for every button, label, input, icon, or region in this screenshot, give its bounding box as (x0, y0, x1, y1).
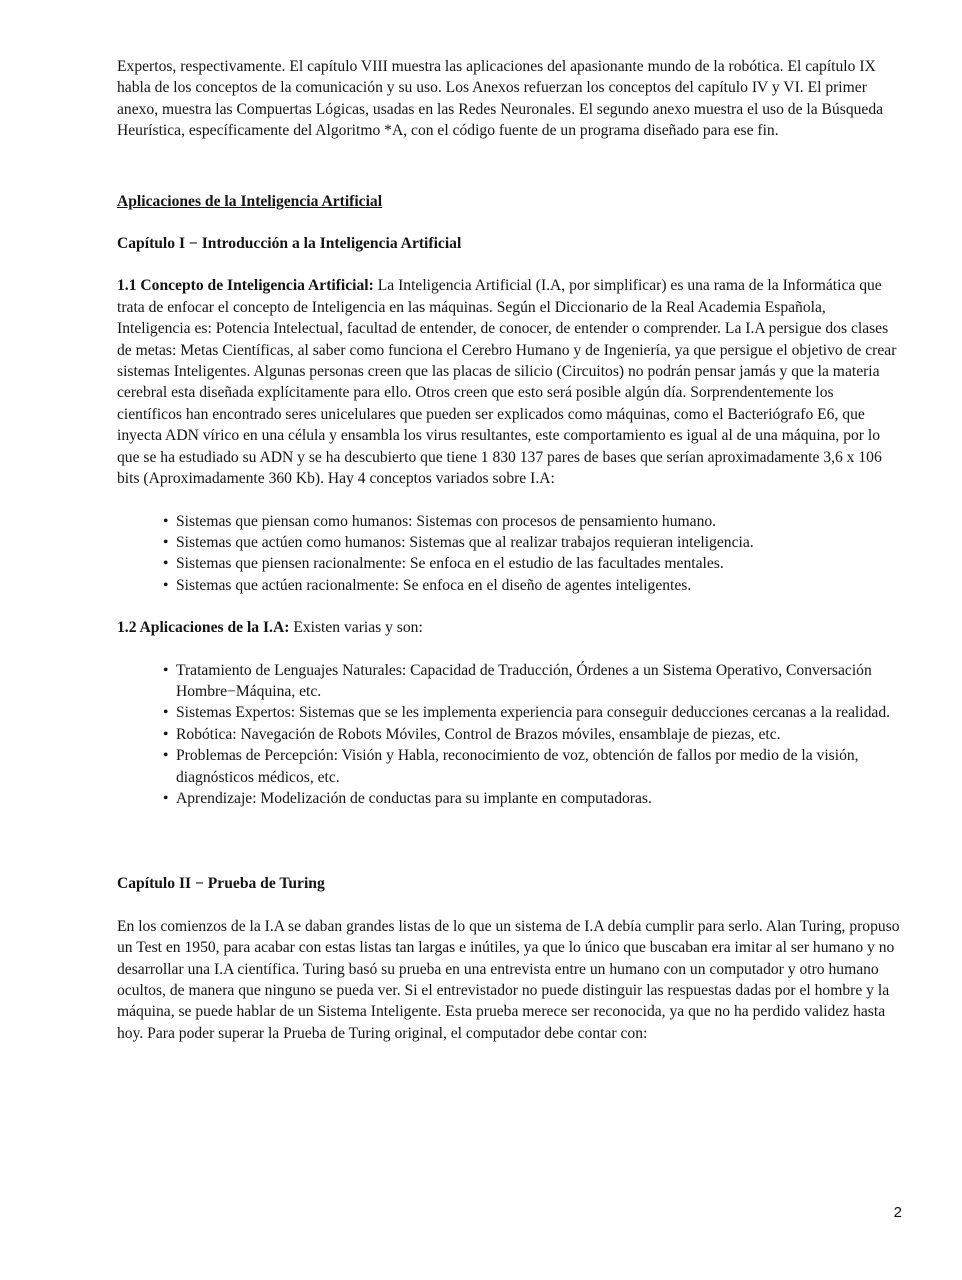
ia-concepts-list (117, 511, 900, 597)
list-item-text: Robótica: Navegación de Robots Móviles, Control de Brazos móviles, ensamblaje de piezas, etc. (176, 725, 781, 743)
bullet-marker: • (163, 661, 169, 679)
list-item-text: Problemas de Percepción: Visión y Habla, reconocimiento de voz, obtención de fallos por medio de la visión, diagnósticos médicos, etc. (176, 747, 859, 786)
list-item-text: Tratamiento de Lenguajes Naturales: Capacidad de Traducción, Órdenes a un Sistema Operativo, Conversación Hombre−Máquina, etc. (176, 661, 872, 700)
bullet-marker: • (163, 789, 169, 807)
chapter-2-paragraph: En los comienzos de la I.A se daban grandes listas de lo que un sistema de I.A debía cumplir para serlo. Alan Turing, propuso un Test en 1950, para acabar con estas listas tan largas e inútiles, ya que lo único que buscaban era imitar al ser humano y no desarrollar una I.A científica. Turing basó su prueba en una entrevista entre un humano con un computador y otro humano ocultos, de manera que ninguno se pueda ver. Si el entrevistador no puede distinguir las respuestas dadas por el hombre y la máquina, se puede hablar de un Sistema Inteligente. Esta prueba merece ser reconocida, ya que no ha perdido validez hasta hoy. Para poder superar la Prueba de Turing original, el computador debe contar con: (117, 917, 900, 1042)
bullet-marker: • (163, 576, 169, 594)
ia-applications-list (117, 660, 900, 810)
page-number: 2 (893, 1204, 902, 1221)
list-item (163, 532, 900, 553)
list-item-text: Sistemas que piensan como humanos: Sistemas con procesos de pensamiento humano. (176, 512, 717, 530)
list-item (163, 553, 900, 574)
intro-paragraph: Expertos, respectivamente. El capítulo VIII muestra las aplicaciones del apasionante mundo de la robótica. El capítulo IX habla de los conceptos de la comunicación y su uso. Los Anexos refuerzan los conceptos del capítulo IV y VI. El primer anexo, muestra las Compuertas Lógicas, usadas en las Redes Neuronales. El segundo anexo muestra el uso de la Búsqueda Heurística, específicamente del Algoritmo *A, con el código fuente de un programa diseñado para ese fin. (117, 58, 884, 140)
list-item-text: Sistemas Expertos: Sistemas que se les implementa experiencia para conseguir deducciones cercanas a la realidad. (176, 704, 891, 722)
list-item-text: Aprendizaje: Modelización de conductas para su implante en computadoras. (176, 789, 652, 807)
list-item (163, 702, 900, 723)
section-1-2-text: Existen varias y son: (293, 619, 423, 637)
bullet-marker: • (163, 512, 169, 530)
list-item-text: Sistemas que actúen como humanos: Sistemas que al realizar trabajos requieran inteligencia. (176, 533, 754, 551)
document-title: Aplicaciones de la Inteligencia Artificial (117, 192, 383, 210)
section-1-1-label: 1.1 Concepto de Inteligencia Artificial: (117, 277, 374, 295)
chapter-1-heading: Capítulo I − Introducción a la Inteligencia Artificial (117, 235, 462, 253)
list-item (163, 575, 900, 596)
section-1-2-label: 1.2 Aplicaciones de la I.A: (117, 619, 290, 637)
list-item-text: Sistemas que actúen racionalmente: Se enfoca en el diseño de agentes inteligentes. (176, 576, 692, 594)
bullet-marker: • (163, 533, 169, 551)
chapter-2-heading: Capítulo II − Prueba de Turing (117, 875, 325, 893)
bullet-marker: • (163, 747, 169, 765)
section-1-1-paragraph (117, 275, 900, 489)
section-1-2-paragraph (117, 617, 900, 638)
list-item (163, 724, 900, 745)
list-item (163, 788, 900, 809)
list-item-text: Sistemas que piensen racionalmente: Se enfoca en el estudio de las facultades mentales. (176, 555, 724, 573)
list-item (163, 745, 900, 788)
section-1-1-text: La Inteligencia Artificial (I.A, por simplificar) es una rama de la Informática que trata de enfocar el concepto de Inteligencia en las máquinas. Según el Diccionario de la Real Academia Española, Inteligencia es: Potencia Intelectual, facultad de entender, de conocer, de entender o comprender. La I.A persigue dos clases de metas: Metas Científicas, al saber como funciona el Cerebro Humano y de Ingeniería, ya que persigue el objetivo de crear sistemas Inteligentes. Algunas personas creen que las placas de silicio (Circuitos) no podrán pensar jamás y que la materia cerebral esta diseñada explícitamente para ello. Otros creen que esto será posible algún día. Sorprendentemente los científicos han encontrado seres unicelulares que pueden ser explicados como máquinas, como el Bacteriógrafo E6, que inyecta ADN vírico en una célula y ensambla los virus resultantes, este comportamiento es igual al de una máquina, por lo que se ha estudiado su ADN y se ha descubierto que tiene 1 830 137 pares de bases que serían aproximadamente 3,6 x 106 bits (Aproximadamente 360 Kb). Hay 4 conceptos variados sobre I.A: (117, 277, 897, 488)
bullet-marker: • (163, 725, 169, 743)
list-item (163, 511, 900, 532)
bullet-marker: • (163, 555, 169, 573)
list-item (163, 660, 900, 703)
bullet-marker: • (163, 704, 169, 722)
